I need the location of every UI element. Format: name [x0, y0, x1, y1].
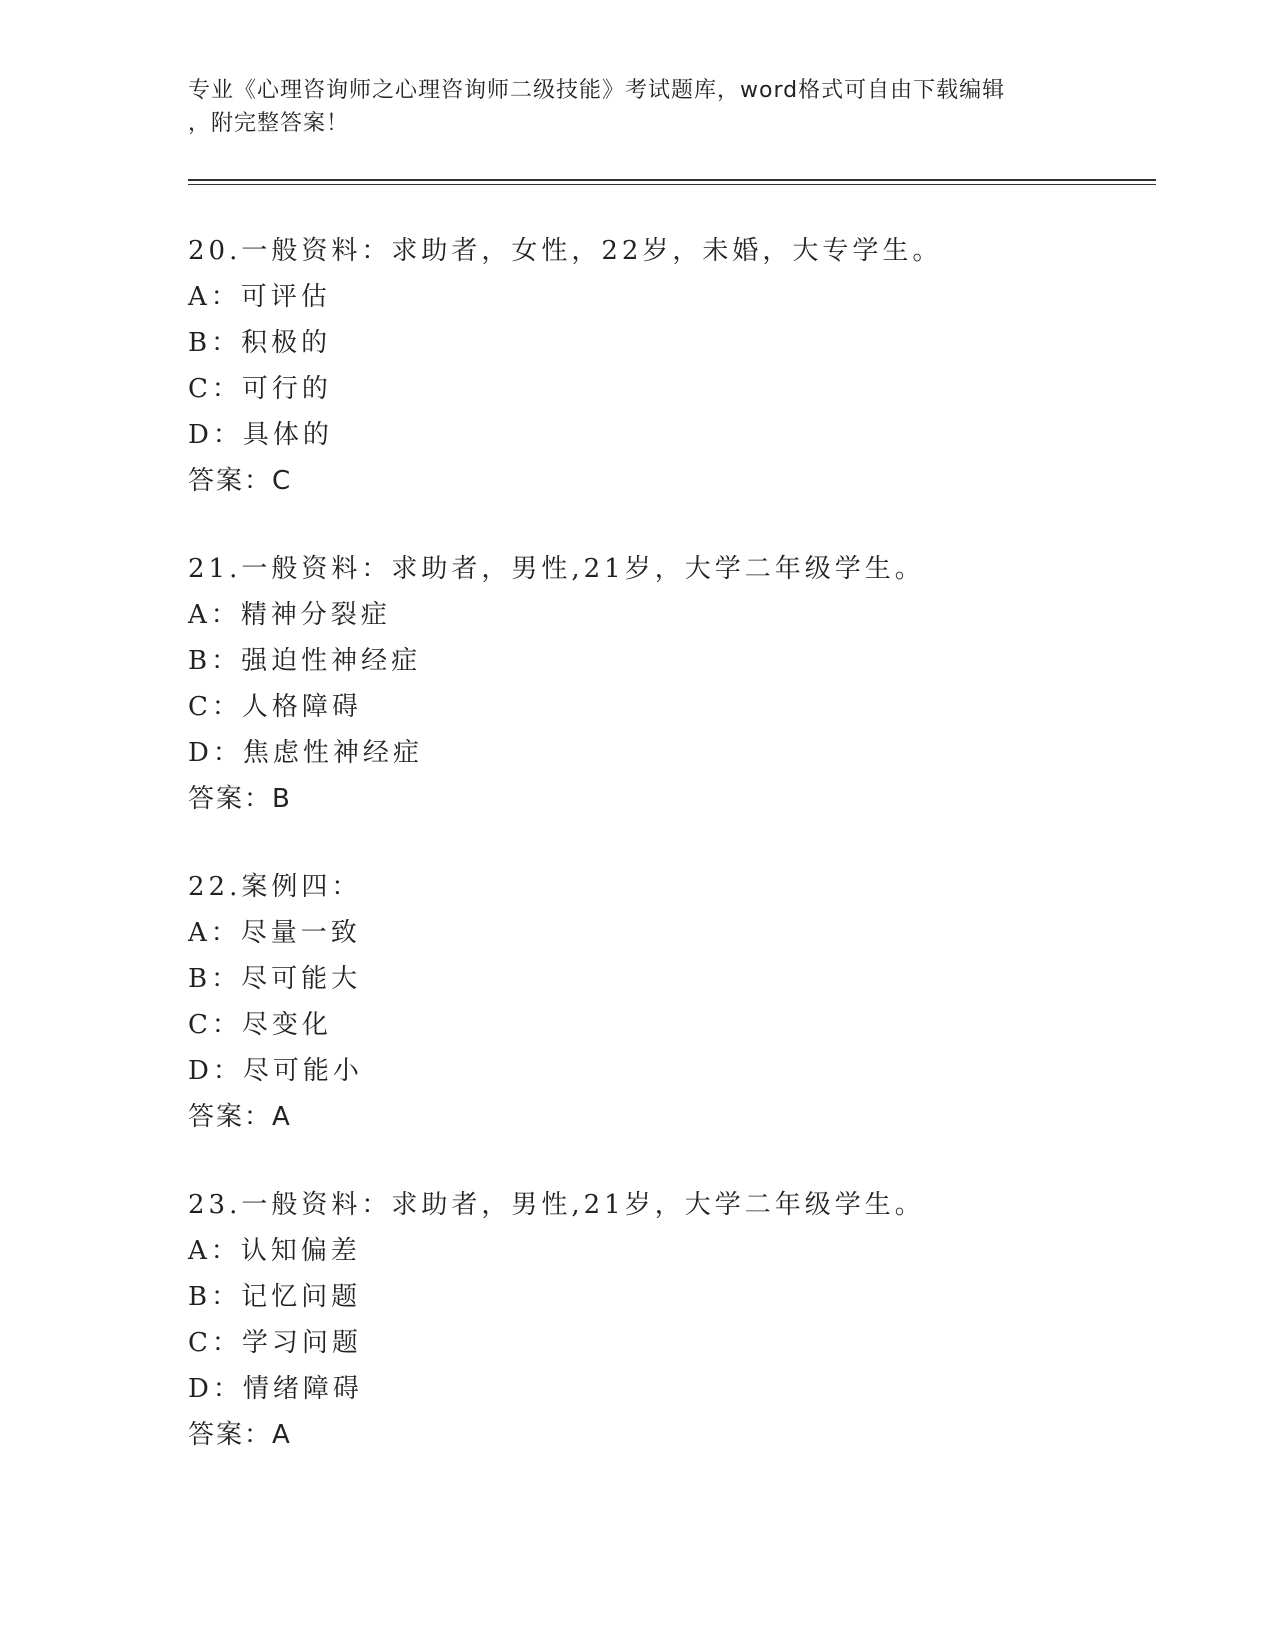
- question-stem: 21.一般资料：求助者，男性,21岁，大学二年级学生。: [188, 554, 925, 584]
- answer: 答案：A: [188, 1420, 292, 1450]
- option-a: A：精神分裂症: [188, 600, 391, 630]
- option-d: D：情绪障碍: [188, 1374, 363, 1404]
- option-b: B：尽可能大: [188, 964, 362, 994]
- document-header: [188, 74, 1088, 140]
- option-c: C：人格障碍: [188, 692, 362, 722]
- option-a: A：认知偏差: [188, 1236, 361, 1266]
- question-20: [188, 228, 1188, 504]
- option-b: B：记忆问题: [188, 1282, 362, 1312]
- option-b: B：强迫性神经症: [188, 646, 422, 676]
- answer: 答案：A: [188, 1102, 292, 1132]
- question-stem: 20.一般资料：求助者，女性，22岁，未婚，大专学生。: [188, 236, 943, 266]
- option-d: D：具体的: [188, 420, 333, 450]
- header-line-2: ，附完整答案！: [188, 111, 350, 136]
- option-b: B：积极的: [188, 328, 332, 358]
- answer: 答案：C: [188, 466, 293, 496]
- option-d: D：尽可能小: [188, 1056, 363, 1086]
- question-22: [188, 864, 1188, 1140]
- option-c: C：尽变化: [188, 1010, 332, 1040]
- option-a: A：尽量一致: [188, 918, 361, 948]
- question-23: [188, 1182, 1188, 1458]
- question-21: [188, 546, 1188, 822]
- option-c: C：学习问题: [188, 1328, 362, 1358]
- option-a: A：可评估: [188, 282, 331, 312]
- header-divider-thick: [188, 179, 1156, 181]
- header-divider-thin: [188, 184, 1156, 185]
- question-stem: 22.案例四：: [188, 872, 362, 902]
- header-line-1: 专业《心理咨询师之心理咨询师二级技能》考试题库，word格式可自由下载编辑: [188, 78, 1006, 103]
- option-c: C：可行的: [188, 374, 332, 404]
- answer: 答案：B: [188, 784, 292, 814]
- option-d: D：焦虑性神经症: [188, 738, 423, 768]
- question-stem: 23.一般资料：求助者，男性,21岁，大学二年级学生。: [188, 1190, 925, 1220]
